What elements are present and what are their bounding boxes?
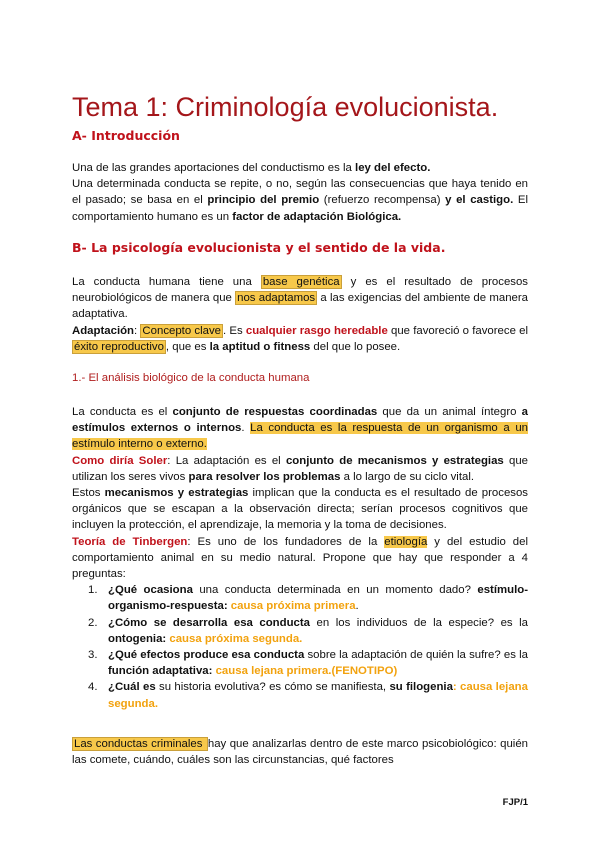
section-b-body: La conducta humana tiene una base genética y es el resultado de procesos neurobiológicos de manera que nos adaptamos a las exigencias del ambiente de manera adaptativa. Adaptación: Concepto clave . Es cualquier rasgo heredable que favoreció o favorece el éxito reproductivo , que es la aptitud o fitness del que lo posee. bbox=[72, 276, 529, 353]
highlight-base-genetica: base genética bbox=[262, 276, 340, 288]
subsection-1-body: La conducta es el conjunto de respuestas coordinadas que da un animal íntegro a estímulos externos o internos. La conducta es la respuesta de un organismo a un estímulo interno o externo. Como diría Soler: La adaptación es el conjunto de mecanismos y estrategias que utilizan los seres vivos para resolver los problemas a lo largo de su ciclo vital. Estos mecanismos y estrategias implican que la conducta es el resultado de procesos orgánicos que se escapan a la observación directa; serían procesos cognitivos que incluyen la protección, el aprendizaje, la memoria y la toma de decisiones. Teoría de Tinbergen: Es uno de los fundadores de la etiología y del estudio del comportamiento animal en su medio natural. Propone que hay que responder a 4 preguntas: 1. ¿Qué ocasiona una conducta determinada en un momento dado? estímulo-organismo-respuesta: causa próxima primera. 2. ¿Cómo se desarrolla esa conducta en los individuos de la especie? es la ontogenia: causa próxima segunda. 3. ¿Qué efectos produce esa conducta sobre la adaptación de quién la sufre? es la función adaptativa: causa lejana primera.(FENOTIPO) 4. ¿Cuál es su historia evolutiva? es cómo se manifiesta, su filogenia: causa lejana segunda. bbox=[72, 404, 528, 712]
section-a-heading: A- Introducción bbox=[72, 128, 180, 143]
highlight-exito-reproductivo: éxito reproductivo bbox=[74, 340, 164, 353]
page-footer: FJP/1 bbox=[502, 797, 528, 808]
list-item: 1. ¿Qué ocasiona una conducta determinada en un momento dado? estímulo-organismo-respuesta: causa próxima primera. bbox=[88, 584, 529, 613]
list-item: 2. ¿Cómo se desarrolla esa conducta en los individuos de la especie? es la ontogenia: causa próxima segunda. bbox=[88, 616, 528, 645]
highlight-concepto-clave: Concepto clave bbox=[142, 324, 221, 337]
list-item: 4. ¿Cuál es su historia evolutiva? es cómo se manifiesta, su filogenia: causa lejana segunda. bbox=[88, 681, 528, 710]
list-item: 3. ¿Qué efectos produce esa conducta sobre la adaptación de quién la sufre? es la función adaptativa: causa lejana primera.(FENOTIPO) bbox=[88, 649, 528, 678]
closing-paragraph: Las conductas criminales hay que analizarlas dentro de este marco psicobiológico: quién las comete, cuándo, cuáles son las circunstancias, qué factores bbox=[72, 738, 528, 767]
highlight-etiologia: etiología bbox=[384, 535, 428, 548]
highlight-nos-adaptamos: nos adaptamos bbox=[237, 292, 316, 305]
page-title: Tema 1: Criminología evolucionista. bbox=[72, 92, 499, 123]
tinbergen-questions-list bbox=[72, 582, 528, 712]
section-b-heading: B- La psicología evolucionista y el sentido de la vida. bbox=[72, 240, 446, 255]
subsection-1-heading: 1.- El análisis biológico de la conducta humana bbox=[72, 372, 310, 384]
section-a-body: Una de las grandes aportaciones del conductismo es la ley del efecto. Una determinada conducta se repite, o no, según las consecuencias que haya tenido en el pasado; se basa en el principio del premio (refuerzo recompensa) y el castigo. El comportamiento humano es un factor de adaptación Biológica. bbox=[72, 162, 528, 223]
highlight-conductas-criminales: Las conductas criminales bbox=[74, 738, 206, 750]
highlight-definicion-conducta: La conducta es la respuesta de un organismo a un estímulo interno o externo. bbox=[72, 422, 528, 451]
